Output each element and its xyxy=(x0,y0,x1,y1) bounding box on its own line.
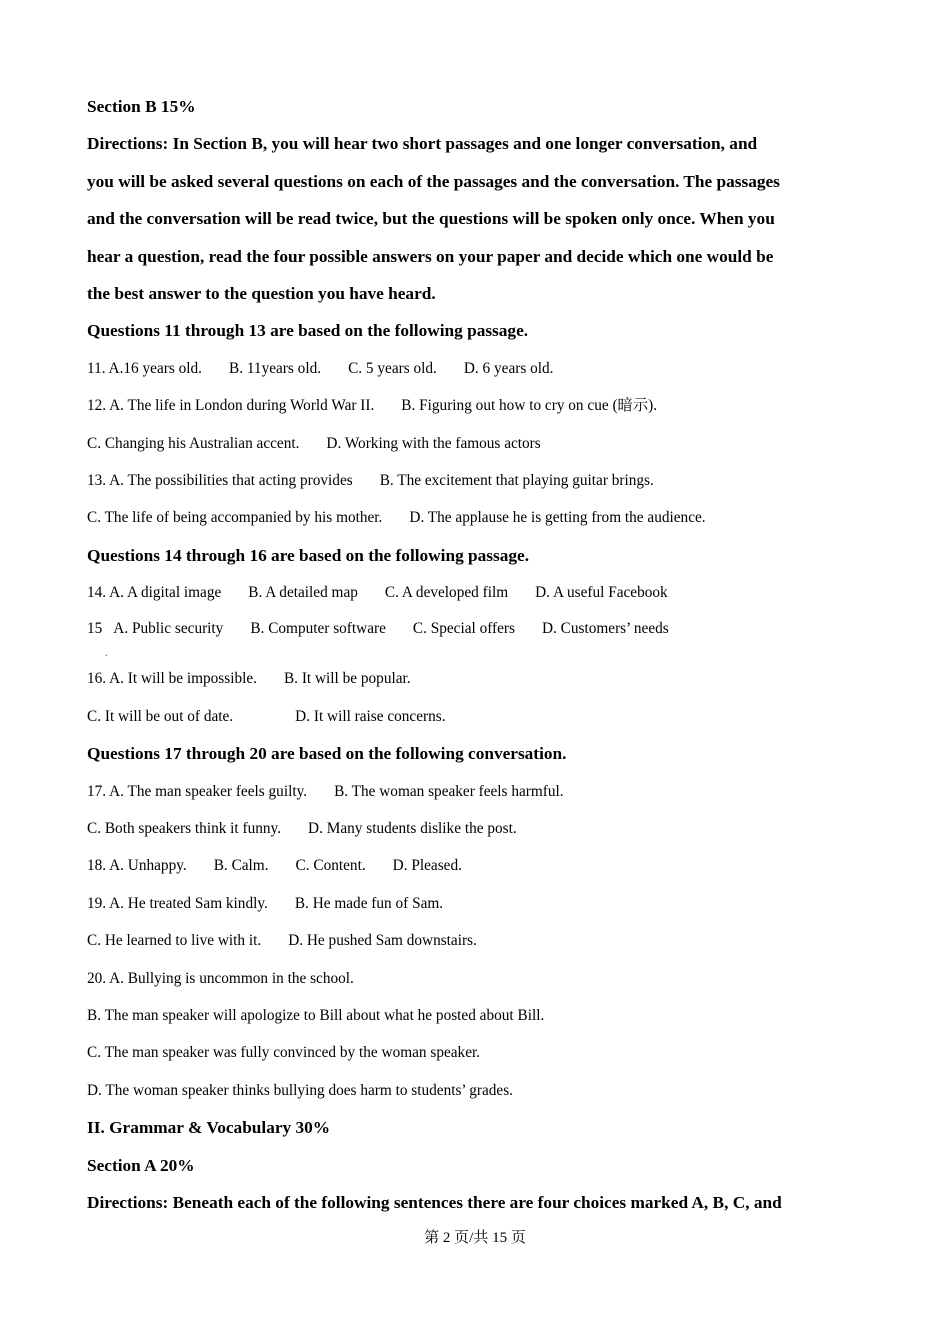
q12-option-d: D. Working with the famous actors xyxy=(326,434,541,452)
q19-option-a: 19. A. He treated Sam kindly. xyxy=(87,894,268,912)
q17-option-c: C. Both speakers think it funny. xyxy=(87,820,282,838)
question-15 xyxy=(87,611,877,647)
directions-line-3: and the conversation will be read twice, but the questions will be spoken only once. When you xyxy=(87,209,775,229)
q18-option-d: D. Pleased. xyxy=(392,857,462,875)
q20-option-a: 20. A. Bullying is uncommon in the school. xyxy=(87,969,354,987)
group2-heading: Questions 14 through 16 are based on the following passage. xyxy=(87,545,530,565)
q19-option-b: B. He made fun of Sam. xyxy=(294,894,444,912)
question-12-row-2 xyxy=(87,425,877,462)
q11-option-c: C. 5 years old. xyxy=(348,359,437,377)
q15-option-d: D. Customers’ needs xyxy=(541,620,669,638)
q12-option-b: B. Figuring out how to cry on cue (暗示). xyxy=(401,397,658,415)
q15-stray-mark: . xyxy=(105,648,108,660)
q13-option-d: D. The applause he is getting from the audience. xyxy=(409,509,706,527)
q15-option-b: B. Computer software xyxy=(250,620,386,638)
question-11 xyxy=(87,350,877,387)
q16-option-b: B. It will be popular. xyxy=(283,670,411,688)
question-19-row-1 xyxy=(87,885,877,922)
question-13-row-1 xyxy=(87,462,877,499)
q19-option-d: D. He pushed Sam downstairs. xyxy=(288,932,477,950)
q20-option-c: C. The man speaker was fully convinced by the woman speaker. xyxy=(87,1044,481,1062)
question-19-row-2 xyxy=(87,922,877,959)
q16-option-d: D. It will raise concerns. xyxy=(295,707,446,725)
q17-option-d: D. Many students dislike the post. xyxy=(308,820,517,838)
q17-option-b: B. The woman speaker feels harmful. xyxy=(334,782,564,800)
group1-heading: Questions 11 through 13 are based on the following passage. xyxy=(87,321,529,341)
group3-heading: Questions 17 through 20 are based on the following conversation. xyxy=(87,744,567,764)
section-b-heading: Section B 15% xyxy=(87,97,196,116)
page-content xyxy=(87,88,877,1221)
question-18 xyxy=(87,847,877,884)
question-16-row-2 xyxy=(87,698,877,735)
part2-heading: II. Grammar & Vocabulary 30% xyxy=(87,1118,331,1138)
q12-option-c: C. Changing his Australian accent. xyxy=(87,434,300,452)
question-16-row-1 xyxy=(87,660,877,697)
q14-option-d: D. A useful Facebook xyxy=(535,584,668,602)
q13-option-b: B. The excitement that playing guitar brings. xyxy=(379,471,654,489)
section-a-heading: Section A 20% xyxy=(87,1155,195,1175)
q18-option-b: B. Calm. xyxy=(213,857,269,875)
q13-option-c: C. The life of being accompanied by his mother. xyxy=(87,509,383,527)
q14-option-a: 14. A. A digital image xyxy=(87,584,222,602)
q14-option-c: C. A developed film xyxy=(384,584,509,602)
q11-option-d: D. 6 years old. xyxy=(463,359,554,377)
q16-option-c: C. It will be out of date. xyxy=(87,707,234,725)
directions-line-2: you will be asked several questions on each of the passages and the conversation. The passages xyxy=(87,171,780,191)
directions-line-5: the best answer to the question you have heard. xyxy=(87,283,436,303)
q15-number: 15 xyxy=(87,620,103,638)
q11-option-b: B. 11years old. xyxy=(229,359,322,377)
question-17-row-1 xyxy=(87,773,877,810)
question-13-row-2 xyxy=(87,499,877,536)
question-12-row-1 xyxy=(87,387,877,424)
page-number-footer: 第 2 页/共 15 页 xyxy=(424,1230,526,1246)
q16-option-a: 16. A. It will be impossible. xyxy=(87,670,257,688)
q15-option-a: A. Public security xyxy=(113,620,224,638)
question-14 xyxy=(87,574,877,611)
q18-option-a: 18. A. Unhappy. xyxy=(87,857,187,875)
q15-option-c: C. Special offers xyxy=(412,620,515,638)
q20-option-b: B. The man speaker will apologize to Bill about what he posted about Bill. xyxy=(87,1006,545,1024)
directions-line-4: hear a question, read the four possible answers on your paper and decide which one would be xyxy=(87,246,774,266)
q19-option-c: C. He learned to live with it. xyxy=(87,932,262,950)
q13-option-a: 13. A. The possibilities that acting provides xyxy=(87,471,353,489)
question-17-row-2 xyxy=(87,810,877,847)
q20-option-d: D. The woman speaker thinks bullying does harm to students’ grades. xyxy=(87,1081,513,1099)
q18-option-c: C. Content. xyxy=(295,857,366,875)
directions-line-1: Directions: In Section B, you will hear two short passages and one longer conversation, and xyxy=(87,134,758,154)
part2-directions: Directions: Beneath each of the following sentences there are four choices marked A, B, C, and xyxy=(87,1192,782,1212)
q14-option-b: B. A detailed map xyxy=(248,584,358,602)
q12-option-a: 12. A. The life in London during World War II. xyxy=(87,397,375,415)
q17-option-a: 17. A. The man speaker feels guilty. xyxy=(87,782,308,800)
q11-option-a: 11. A.16 years old. xyxy=(87,359,202,377)
